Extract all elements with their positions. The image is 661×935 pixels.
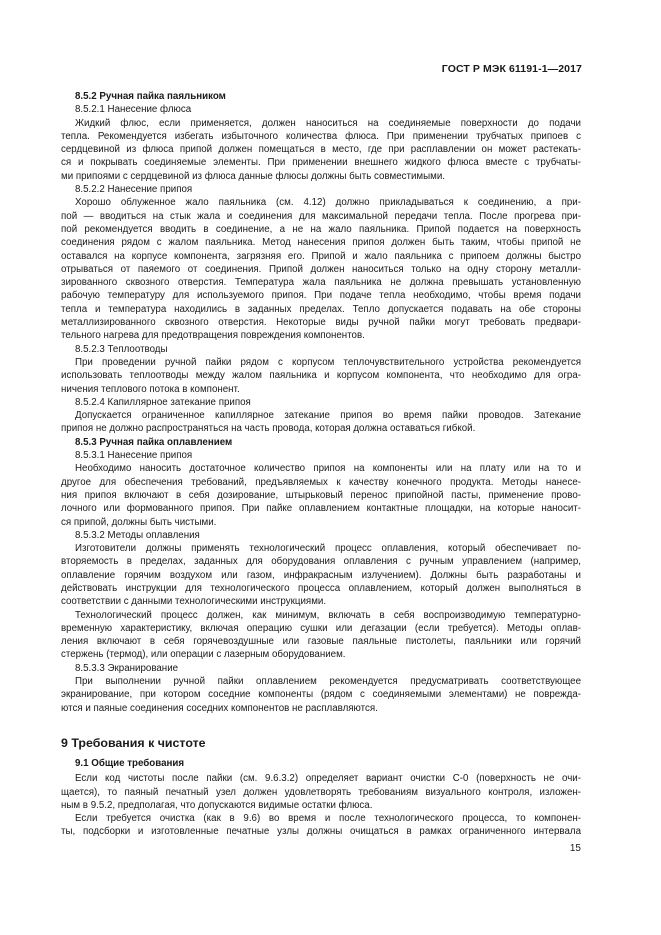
text-line: тепла. Рекомендуется избегать избыточного количества флюса. При применении трубчатых припоев с: [61, 130, 581, 142]
text-line: ются и паяные соединения соседних компонентов не расплавляются.: [61, 702, 378, 714]
text-line: Технологический процесс должен, как минимум, включать в себя воспроизводимую температурно-: [75, 609, 581, 621]
text-line: Если требуется очистка (как в 9.6) во время и после технологического процесса, то компонен-: [75, 813, 581, 825]
paragraph: [61, 609, 581, 662]
clause-heading: 8.5.2.3 Теплоотводы: [75, 343, 168, 355]
document-body: [61, 90, 581, 839]
text-line: ния припоя включают в себя дозирование, штырьковый перенос припойной пасты, применение прово-: [61, 489, 581, 501]
text-line: металлизированного сквозного отверстия. Некоторые виды ручной пайки могут требовать предвари-: [61, 317, 581, 329]
subsection-heading: 8.5.2 Ручная пайка паяльником: [75, 91, 226, 102]
paragraph: [61, 812, 581, 839]
clause-heading: 8.5.3.3 Экранирование: [75, 662, 179, 674]
section-heading: 9 Требования к чистоте: [61, 735, 206, 750]
text-line: припоя не должно распространяться на часть провода, которая должна оставаться гибкой.: [61, 423, 476, 435]
text-line: вторяемость в пределах, заданных для оборудования оплавления с ручным управлением (например,: [61, 556, 581, 568]
text-line: действовать инструкции для технологического процесса оплавлением, который должен выполняться в: [61, 582, 581, 594]
text-line: ты, подсборки и изготовленные печатные узлы должны очищаться в рамках ограниченного интервала: [61, 826, 581, 838]
paragraph: [61, 409, 581, 436]
clause-heading: 8.5.3.2 Методы оплавления: [75, 529, 200, 541]
text-line: тепла и температура находились в заданных пределах. Тепло допускается подавать на обе стороны: [61, 303, 581, 315]
text-line: временную характеристику, включая операцию сушки или дегазации (если требуется). Методы оплав-: [61, 622, 581, 634]
text-line: соответствии с данными технологическими инструкциями.: [61, 596, 327, 608]
text-line: сердцевиной из флюса припой должен помещаться в место, где при расплавлении он может растекать-: [61, 144, 581, 156]
text-line: Необходимо наносить достаточное количество припоя на компоненты или на плату или на то и: [75, 463, 581, 475]
page-number: 15: [569, 843, 581, 854]
paragraph: [61, 542, 581, 608]
text-line: Жидкий флюс, если применяется, должен наноситься на соединяемые поверхности до подачи: [75, 117, 581, 129]
paragraph: [61, 772, 581, 812]
text-line: оставался на корпусе компонента, загрязняя его. Припой и жало паяльника с припоем должны быстро: [61, 250, 581, 262]
text-line: соединения рядом с жалом паяльника. Метод нанесения припоя должен быть таким, чтобы припой не: [61, 237, 581, 249]
text-line: экранирование, при котором соседние компоненты (рядом с соединяемыми элементами) не поврежда-: [61, 689, 581, 701]
text-line: зированного сквозного отверстия. Температура жала паяльника не должна превышать установленную: [61, 277, 581, 289]
text-line: другое для обеспечения требований, предъявляемых к качеству конечного продукта. Методы нанесе-: [61, 476, 581, 488]
paragraph: [61, 356, 581, 396]
text-line: пой — вводиться на стык жала и соединения для максимальной передачи тепла. После прогрева при-: [61, 210, 581, 222]
text-line: пой рекомендуется вводить в соединение, а не на жало паяльника. Припой подается на поверхность: [61, 223, 581, 235]
clause-heading: 8.5.2.4 Капиллярное затекание припоя: [75, 396, 251, 408]
text-line: Хорошо облуженное жало паяльника (см. 4.12) должно прикладываться к соединению, а при-: [75, 197, 581, 209]
clause-heading: 8.5.2.1 Нанесение флюса: [75, 104, 192, 116]
text-line: ся припой, должны быть чистыми.: [61, 516, 217, 528]
text-line: отрываться от паяемого от соединения. Припой должен наноситься только на одну сторону металли-: [61, 263, 581, 275]
text-line: ми припоями с сердцевиной из флюса данные флюсы должны быть совместимыми.: [61, 170, 445, 182]
document-id-header: ГОСТ Р МЭК 61191-1—2017: [441, 63, 582, 75]
subsection-heading: 9.1 Общие требования: [75, 757, 185, 769]
text-line: ничения теплового потока в компонент.: [61, 383, 240, 395]
text-line: ным в 9.5.2, предполагая, что допускаются видимые остатки флюса.: [61, 799, 373, 811]
text-line: ления включают в себя горячевоздушные или газовые паяльные пистолеты, паяльники или горячий: [61, 636, 581, 648]
text-line: ся и покрывать соединяемые элементы. При применении внешнего жидкого флюса вместе с трубчаты-: [61, 157, 581, 169]
text-line: использовать теплоотводы между жалом паяльника и корпусом компонента, что необходимо для огра-: [61, 370, 581, 382]
text-line: лочного или формованного припоя. При пайке оплавлением контактные площадки, на которые наносит-: [61, 503, 581, 515]
text-line: При выполнении ручной пайки оплавлением рекомендуется предусматривать соответствующее: [75, 676, 581, 688]
paragraph: [61, 462, 581, 528]
paragraph: [61, 117, 581, 183]
paragraph: [61, 196, 581, 342]
clause-heading: 8.5.3.1 Нанесение припоя: [75, 450, 193, 462]
clause-heading: 8.5.2.2 Нанесение припоя: [75, 184, 193, 196]
text-line: щается), то паяный печатный узел должен удовлетворять требованиям визуального контроля, изложен-: [61, 786, 581, 798]
text-line: При проведении ручной пайки рядом с корпусом теплочувствительного устройства рекомендуется: [75, 356, 581, 368]
text-line: Изготовители должны применять технологический процесс оплавления, который обеспечивает по-: [75, 543, 581, 555]
text-line: стержень (термод), или операции с лазерным оборудованием.: [61, 649, 346, 661]
text-line: оплавление горячим воздухом или газом, инфракрасным излучением). Должны быть разработаны и: [61, 569, 581, 581]
paragraph: [61, 675, 581, 715]
subsection-heading: 8.5.3 Ручная пайка оплавлением: [75, 436, 233, 448]
text-line: тельного нагрева для предотвращения повреждения компонентов.: [61, 330, 365, 342]
text-line: рабочую температуру для используемого припоя. При подаче тепла необходимо, чтобы время подачи: [61, 290, 581, 302]
text-line: Если код чистоты после пайки (см. 9.6.3.2) определяет вариант очистки C-0 (поверхность не очи-: [75, 773, 581, 785]
text-line: Допускается ограниченное капиллярное затекание припоя во время пайки проводов. Затекание: [75, 410, 581, 422]
